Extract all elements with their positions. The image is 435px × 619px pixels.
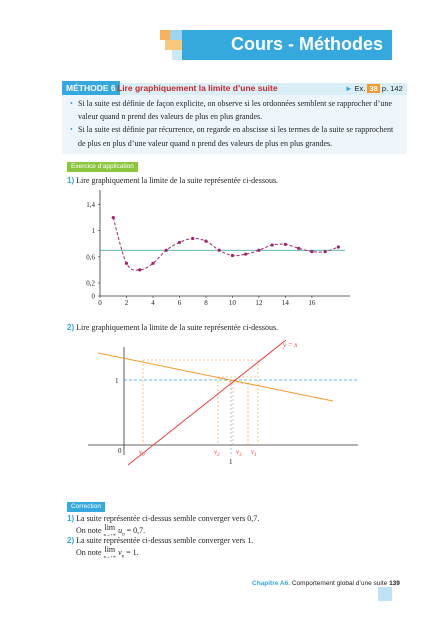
arrow-right-icon: ► <box>345 84 353 93</box>
x-tick-label: 2 <box>124 299 129 307</box>
seq-name: v <box>118 547 122 557</box>
v1-label: $v_1$ <box>251 448 257 458</box>
cobweb-diagram <box>88 335 358 470</box>
limit-value: = 1. <box>124 547 139 557</box>
header-deco <box>172 50 182 60</box>
seq-name: u <box>118 525 123 535</box>
ref-prefix: Ex. <box>354 84 366 93</box>
data-point <box>138 268 141 271</box>
correction-line-4 <box>76 546 139 562</box>
method-title: Lire graphiquement la limite d’une suite <box>117 83 278 93</box>
method-tag: MÉTHODE 6 <box>62 81 120 96</box>
header-deco <box>165 40 182 50</box>
x-tick-label: 8 <box>204 299 208 307</box>
correction-text: La suite représentée ci-dessus semble converger vers 1. <box>76 536 254 545</box>
footer-chapter: Chapitre A6. <box>252 580 291 587</box>
data-point <box>218 249 221 252</box>
x-tick-label: 4 <box>151 299 155 307</box>
v3-label: $v_3$ <box>236 448 242 458</box>
x-tick-label: 16 <box>308 299 316 307</box>
lim-text: lim <box>104 523 116 532</box>
limit-value: = 0,7. <box>124 525 146 535</box>
y-tick-label: 0,6 <box>86 253 95 262</box>
correction-number: 1) <box>67 514 75 523</box>
x-tick-label: 6 <box>177 299 182 307</box>
data-point <box>231 254 234 257</box>
v0-label: $v_0$ <box>139 448 145 458</box>
question-number: 2) <box>67 323 75 332</box>
data-point <box>297 247 300 250</box>
correction-line-1 <box>67 513 259 524</box>
x-tick-label: 0 <box>98 299 102 307</box>
bullet-text: Si la suite est définie par récurrence, on regarde en abscisse si les termes de la suite se rapprochent de plus en plus d’une valeur quand n prend des valeurs de plus en plus grandes. <box>78 125 394 148</box>
footer-deco <box>378 587 392 601</box>
data-point <box>151 262 154 265</box>
bullet-icon: • <box>70 99 73 108</box>
v2-label: $v_2$ <box>214 448 220 458</box>
data-point <box>244 253 247 256</box>
data-point <box>204 240 207 243</box>
header-deco <box>170 30 182 40</box>
data-point <box>271 243 274 246</box>
data-points <box>112 216 340 271</box>
note-prefix: On note <box>76 547 102 557</box>
lim-text: lim <box>104 545 116 554</box>
data-point <box>178 241 181 244</box>
header-deco <box>160 30 170 40</box>
data-point <box>191 237 194 240</box>
y-tick-label: 1,4 <box>86 201 95 210</box>
seq-sub: n <box>122 532 125 538</box>
seq-sub: n <box>121 554 125 560</box>
sequence-labels <box>139 448 257 458</box>
data-point <box>112 216 115 219</box>
origin-label: 0 <box>118 447 122 455</box>
exercise-tag: Exercice d’application <box>67 162 138 172</box>
y-tick-label: 1 <box>91 227 95 236</box>
bullet-item <box>70 123 399 149</box>
x-tick-label: 10 <box>228 299 236 307</box>
identity-label: y = x <box>283 341 298 349</box>
x-tick-label: 12 <box>255 299 263 307</box>
correction-tag: Correction <box>67 502 105 512</box>
y-tick-label: 0 <box>91 292 95 301</box>
data-point <box>125 262 128 265</box>
data-point <box>310 250 313 253</box>
x-tick-label: 14 <box>281 299 289 307</box>
y-one-label: 1 <box>115 377 119 385</box>
correction-text: La suite représentée ci-dessus semble converger vers 0,7. <box>76 514 260 523</box>
question-text: Lire graphiquement la limite de la suite représentée ci-dessous. <box>76 176 279 185</box>
data-point <box>165 249 168 252</box>
identity-line <box>128 340 286 465</box>
sequence-chart <box>75 188 355 308</box>
sequence-curve <box>113 218 338 271</box>
data-point <box>257 249 260 252</box>
bullet-item <box>70 97 399 123</box>
x-one-label: 1 <box>229 458 233 466</box>
data-point <box>337 245 340 248</box>
correction-number: 2) <box>67 536 75 545</box>
cobweb-guides <box>143 360 258 445</box>
lim-sub: n→+∞ <box>103 554 117 559</box>
bullet-icon: • <box>70 125 73 135</box>
correction-line-3 <box>67 535 253 546</box>
page-title: Cours - Méthodes <box>230 34 383 54</box>
page-number: 139 <box>389 580 400 587</box>
limit-symbol <box>104 546 117 560</box>
footer-title: Comportement global d’une suite <box>291 580 388 587</box>
lim-sub: n→+∞ <box>103 532 117 537</box>
data-point <box>284 243 287 246</box>
y-tick-label: 0,2 <box>86 279 95 288</box>
question-2 <box>67 322 278 333</box>
method-bullets <box>62 95 407 154</box>
exercise-reference[interactable] <box>345 82 403 95</box>
connecting-curve <box>113 218 338 271</box>
page-footer <box>252 580 400 587</box>
ref-page: p. 142 <box>381 84 403 93</box>
chart-axes <box>100 190 350 296</box>
bullet-text: Si la suite est définie de façon explicite, on observe si les ordonnées semblent se rapprocher d’une valeur quand n prend des valeurs de plus en plus grandes. <box>78 99 392 122</box>
data-point <box>324 250 327 253</box>
ref-number: 38 <box>369 84 378 93</box>
question-number: 1) <box>67 176 75 185</box>
note-prefix: On note <box>76 525 102 535</box>
question-text: Lire graphiquement la limite de la suite représentée ci-dessous. <box>76 323 279 332</box>
chart-ticks <box>86 201 316 307</box>
question-1 <box>67 175 278 186</box>
